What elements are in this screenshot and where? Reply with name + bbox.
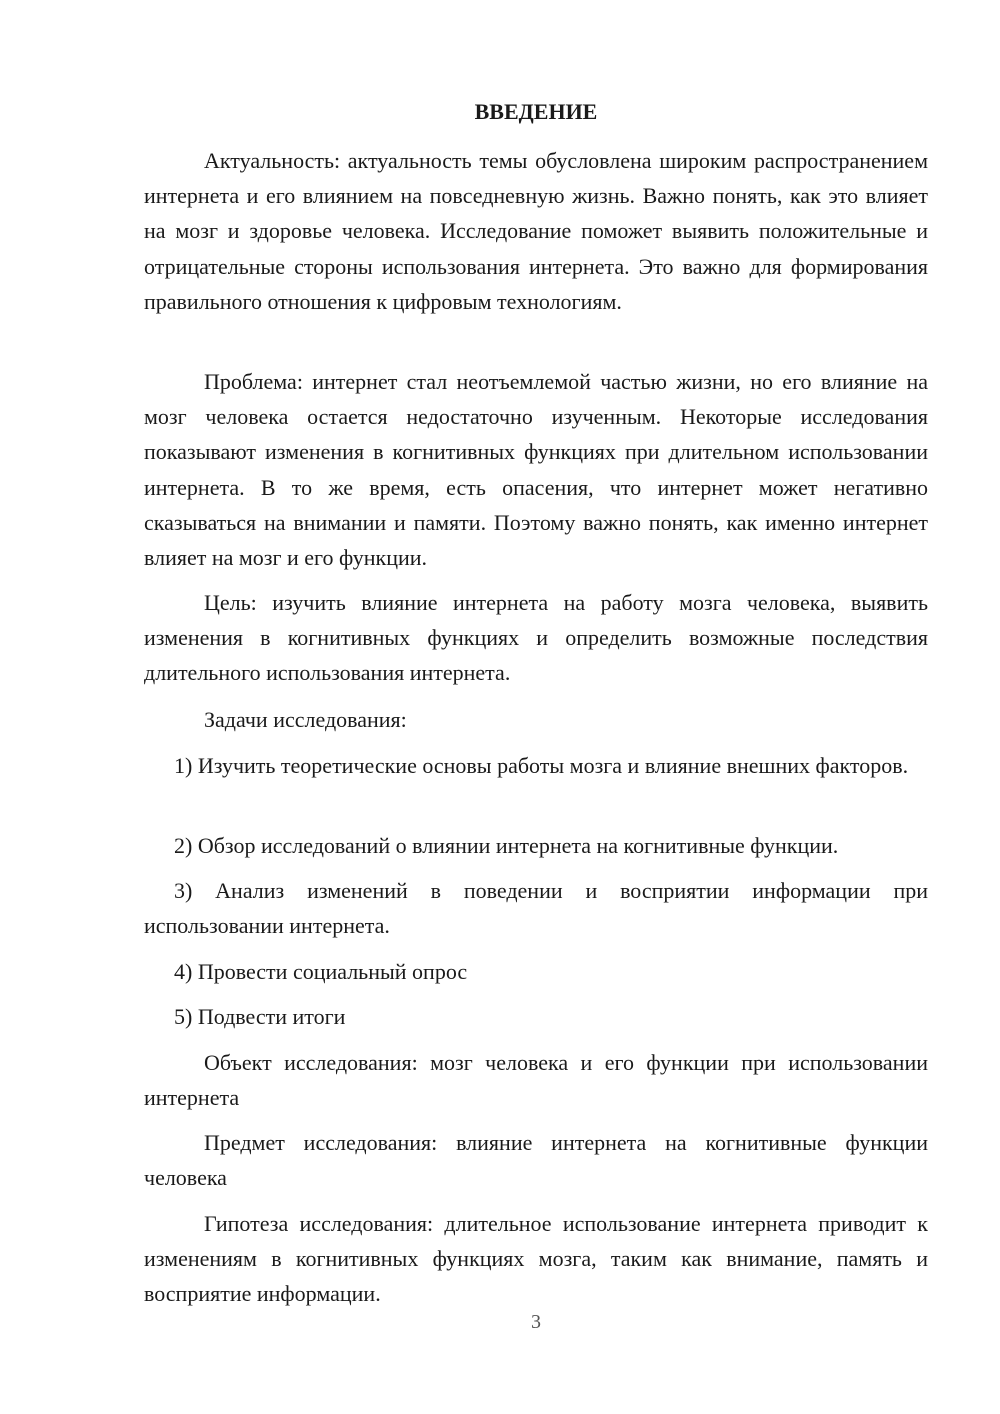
task-item-2: 2) Обзор исследований о влиянии интернета на когнитивные функции. bbox=[174, 833, 839, 858]
paragraph-object: Объект исследования: мозг человека и его функции при использовании интернета bbox=[144, 1050, 928, 1111]
paragraph-relevance: Актуальность: актуальность темы обусловлена широким распространением интернета и его влиянием на повседневную жизнь. Важно понять, как это влияет на мозг и здоровье человека. Исследование поможет выявить положительные и отрицательные стороны использования интернета. Это важно для формирования правильного отношения к цифровым технологиям. bbox=[144, 148, 928, 314]
paragraph-problem: Проблема: интернет стал неотъемлемой частью жизни, но его влияние на мозг человека остается недостаточно изученным. Некоторые исследования показывают изменения в когнитивных функциях при длительном использовании интернета. В то же время, есть опасения, что интернет может негативно сказываться на внимании и памяти. Поэтому важно понять, как именно интернет влияет на мозг и его функции. bbox=[144, 369, 928, 571]
paragraph-tasks-heading: Задачи исследования: bbox=[204, 707, 407, 732]
paragraph-goal: Цель: изучить влияние интернета на работу мозга человека, выявить изменения в когнитивных функциях и определить возможные последствия длительного использования интернета. bbox=[144, 590, 928, 686]
task-item-5: 5) Подвести итоги bbox=[174, 1004, 346, 1029]
document-page bbox=[144, 0, 928, 1414]
page-title: ВВЕДЕНИЕ bbox=[474, 99, 598, 124]
page-number: 3 bbox=[531, 1311, 541, 1333]
task-item-3: 3) Анализ изменений в поведении и восприятии информации при использовании интернета. bbox=[144, 878, 928, 939]
paragraph-subject: Предмет исследования: влияние интернета на когнитивные функции человека bbox=[144, 1130, 928, 1191]
task-item-4: 4) Провести социальный опрос bbox=[174, 959, 468, 984]
paragraph-hypothesis: Гипотеза исследования: длительное использование интернета приводит к изменениям в когнитивных функциях мозга, таким как внимание, память и восприятие информации. bbox=[144, 1211, 928, 1307]
task-item-1: 1) Изучить теоретические основы работы мозга и влияние внешних факторов. bbox=[174, 753, 909, 778]
